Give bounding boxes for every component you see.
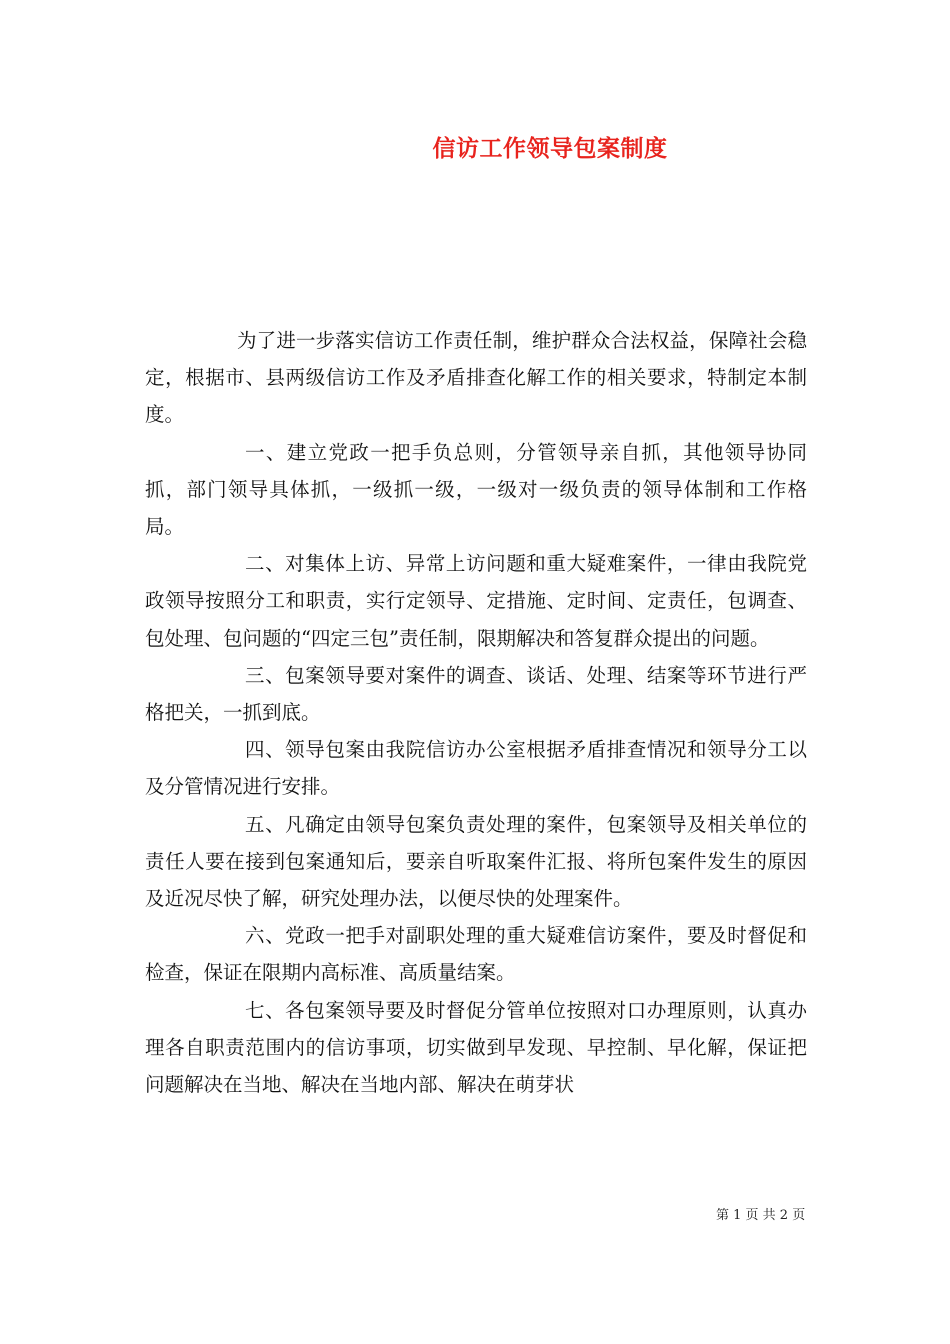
intro-paragraph: 为了进一步落实信访工作责任制，维护群众合法权益，保障社会稳定，根据市、县两级信访工作及矛盾排查化解工作的相关要求，特制定本制度。 [145,329,807,427]
clause-5-paragraph: 五、凡确定由领导包案负责处理的案件，包案领导及相关单位的责任人要在接到包案通知后，要亲自听取案件汇报、将所包案件发生的原因及近况尽快了解，研究处理办法，以便尽快的处理案件。 [145,812,807,911]
clause-2-paragraph: 二、对集体上访、异常上访问题和重大疑难案件，一律由我院党政领导按照分工和职责，实行定领导、定措施、定时间、定责任，包调查、包处理、包问题的“四定三包”责任制，限期解决和答复群众提出的问题。 [145,552,807,650]
clause-7-paragraph: 七、各包案领导要及时督促分管单位按照对口办理原则，认真办理各自职责范围内的信访事项，切实做到早发现、早控制、早化解，保证把问题解决在当地、解决在当地内部、解决在萌芽状 [145,998,807,1097]
document-body [145,322,807,1103]
clause-3-paragraph: 三、包案领导要对案件的调查、谈话、处理、结案等环节进行严格把关，一抓到底。 [145,663,807,725]
page-number-footer: 第 1 页 共 2 页 [716,1208,806,1223]
clause-4-paragraph: 四、领导包案由我院信访办公室根据矛盾排查情况和领导分工以及分管情况进行安排。 [145,738,807,799]
document-title: 信访工作领导包案制度 [432,135,668,162]
clause-6-paragraph: 六、党政一把手对副职处理的重大疑难信访案件，要及时督促和检查，保证在限期内高标准、高质量结案。 [145,924,807,985]
clause-1-paragraph: 一、建立党政一把手负总则，分管领导亲自抓，其他领导协同抓，部门领导具体抓，一级抓一级，一级对一级负责的领导体制和工作格局。 [145,440,807,539]
